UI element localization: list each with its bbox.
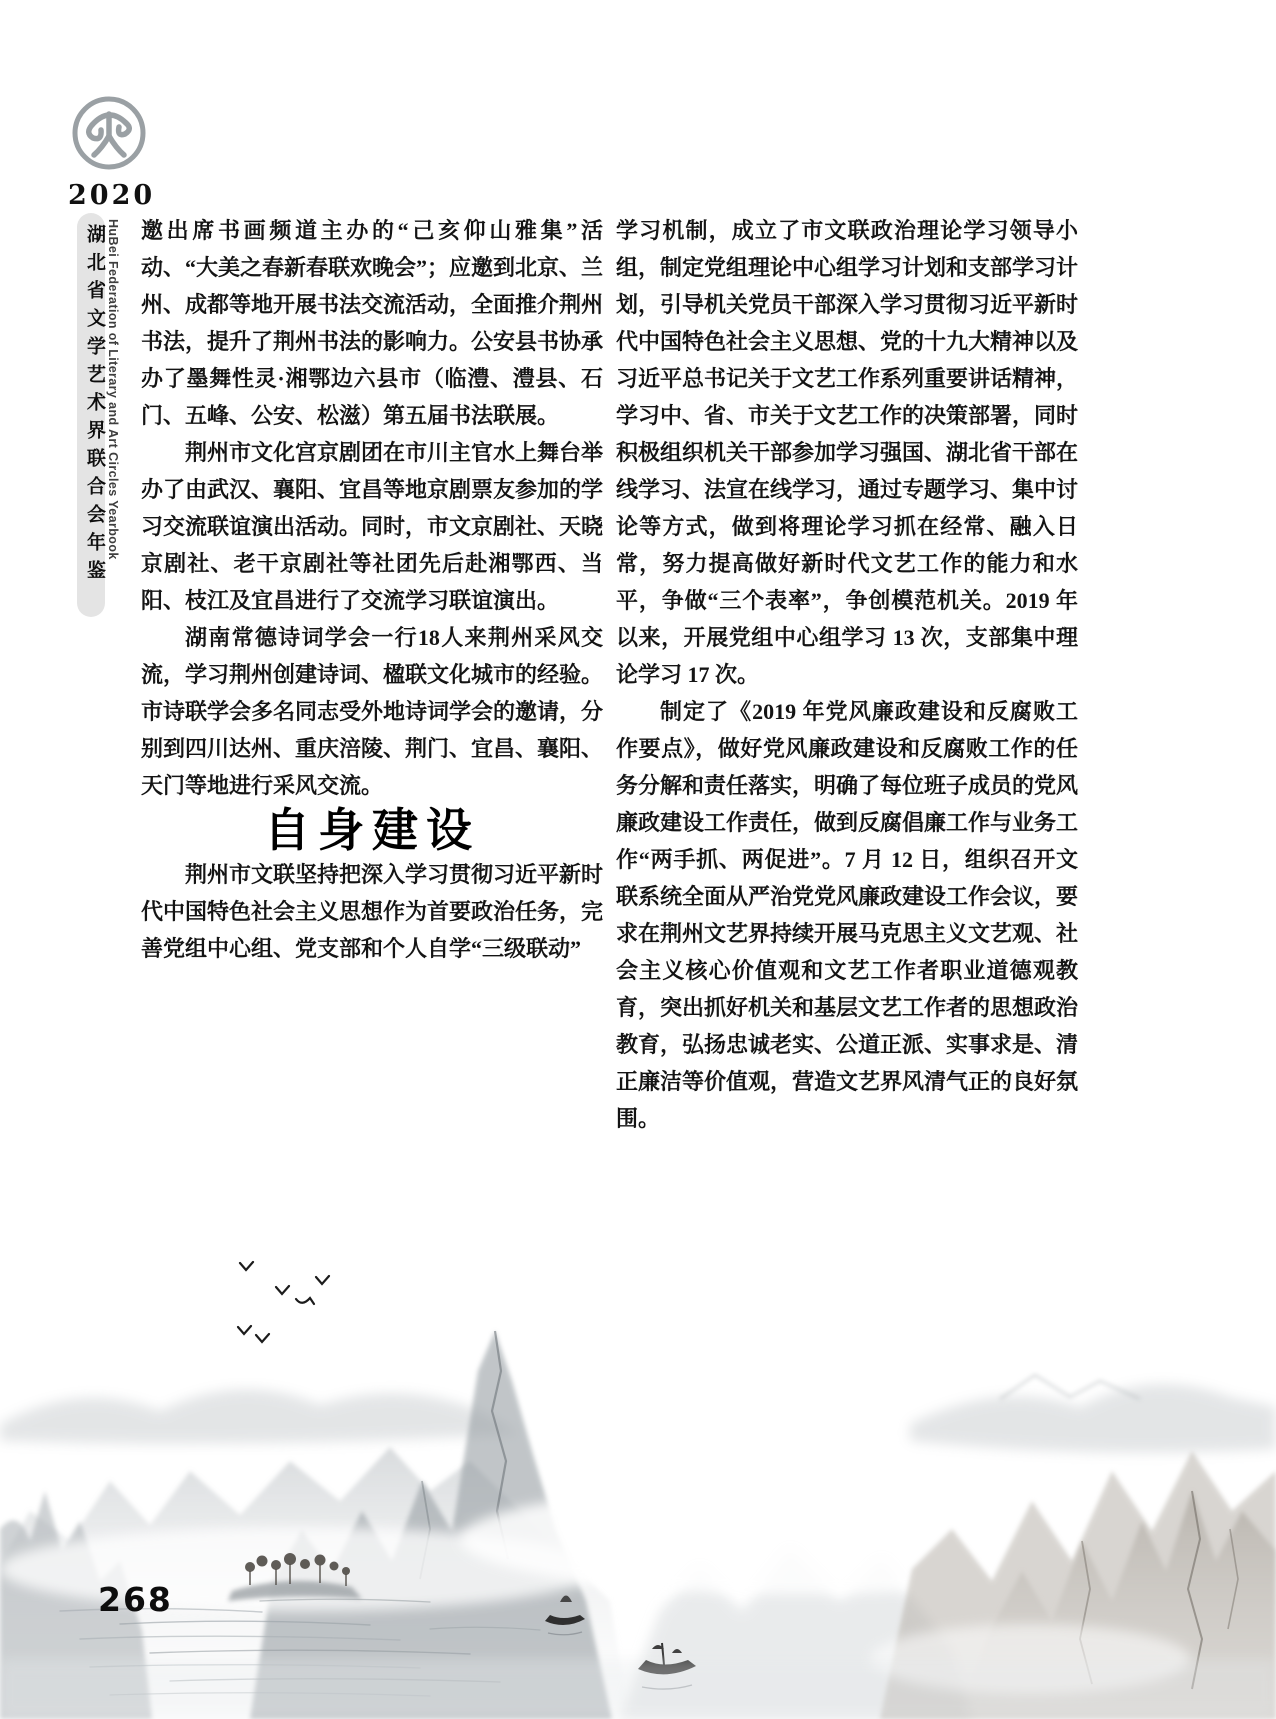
- paragraph: 邀出席书画频道主办的“己亥仰山雅集”活动、“大美之春新春联欢晚会”；应邀到北京、兰州、成都等地开展书法交流活动，全面推介荆州书法，提升了荆州书法的影响力。公安县书协承办了墨舞性灵·湘鄂边六县市（临澧、澧县、石门、五峰、公安、松滋）第五届书法联展。: [141, 218, 604, 428]
- paragraph: 荆州市文化宫京剧团在市川主官水上舞台举办了由武汉、襄阳、宜昌等地京剧票友参加的学习交流联谊演出活动。同时，市文京剧社、天晓京剧社、老干京剧社等社团先后赴湘鄂西、当阳、枝江及宜昌进行了交流学习联谊演出。: [141, 440, 604, 613]
- ink-landscape-painting: [0, 1229, 1276, 1719]
- federation-logo: [68, 94, 156, 211]
- federation-logo-icon: [70, 94, 148, 172]
- sidebar-title-cn: 湖北省文学艺术界联合会年鉴: [84, 224, 105, 588]
- birds-icon: [238, 1262, 329, 1342]
- paragraph: 湖南常德诗词学会一行18人来荆州采风交流，学习荆州创建诗词、楹联文化城市的经验。市诗联学会多名同志受外地诗词学会的邀请，分别到四川达州、重庆涪陵、荆门、宜昌、襄阳、天门等地进行采风交流。: [141, 625, 604, 798]
- paragraph: 学习机制，成立了市文联政治理论学习领导小组，制定党组理论中心组学习计划和支部学习计划，引导机关党员干部深入学习贯彻习近平新时代中国特色社会主义思想、党的十九大精神以及习近平总书记关于文艺工作系列重要讲话精神，学习中、省、市关于文艺工作的决策部署，同时积极组织机关干部参加学习强国、湖北省干部在线学习、法宣在线学习，通过专题学习、集中讨论等方式，做到将理论学习抓在经常、融入日常，努力提高做好新时代文艺工作的能力和水平，争做“三个表率”，争创模范机关。2019 年以来，开展党组中心组学习 13 次，支部集中理论学习 17 次。: [616, 218, 1079, 687]
- paragraph: 荆州市文联坚持把深入学习贯彻习近平新时代中国特色社会主义思想作为首要政治任务，完善党组中心组、党支部和个人自学“三级联动”: [141, 862, 604, 961]
- right-column: [616, 212, 1078, 1137]
- left-column: [141, 212, 603, 967]
- distant-mist: [0, 1375, 1276, 1453]
- sidebar-title-en: HuBei Federation of Literary and Art Circles Yearbook: [106, 219, 120, 560]
- paragraph: 制定了《2019 年党风廉政建设和反腐败工作要点》，做好党风廉政建设和反腐败工作的任务分解和责任落实，明确了每位班子成员的党风廉政建设工作责任，做到反腐倡廉工作与业务工作“两手抓、两促进”。7 月 12 日，组织召开文联系统全面从严治党党风廉政建设工作会议，要求在荆州文艺界持续开展马克思主义文艺观、社会主义核心价值观和文艺工作者职业道德观教育，突出抓好机关和基层文艺工作者的思想政治教育，弘扬忠诚老实、公道正派、实事求是、清正廉洁等价值观，营造文艺界风清气正的良好氛围。: [616, 699, 1079, 1131]
- year-label: 2020: [68, 180, 156, 211]
- foreground-wash: [0, 1659, 1276, 1719]
- section-heading: 自身建设: [264, 803, 480, 857]
- page-number: 268: [98, 1580, 173, 1619]
